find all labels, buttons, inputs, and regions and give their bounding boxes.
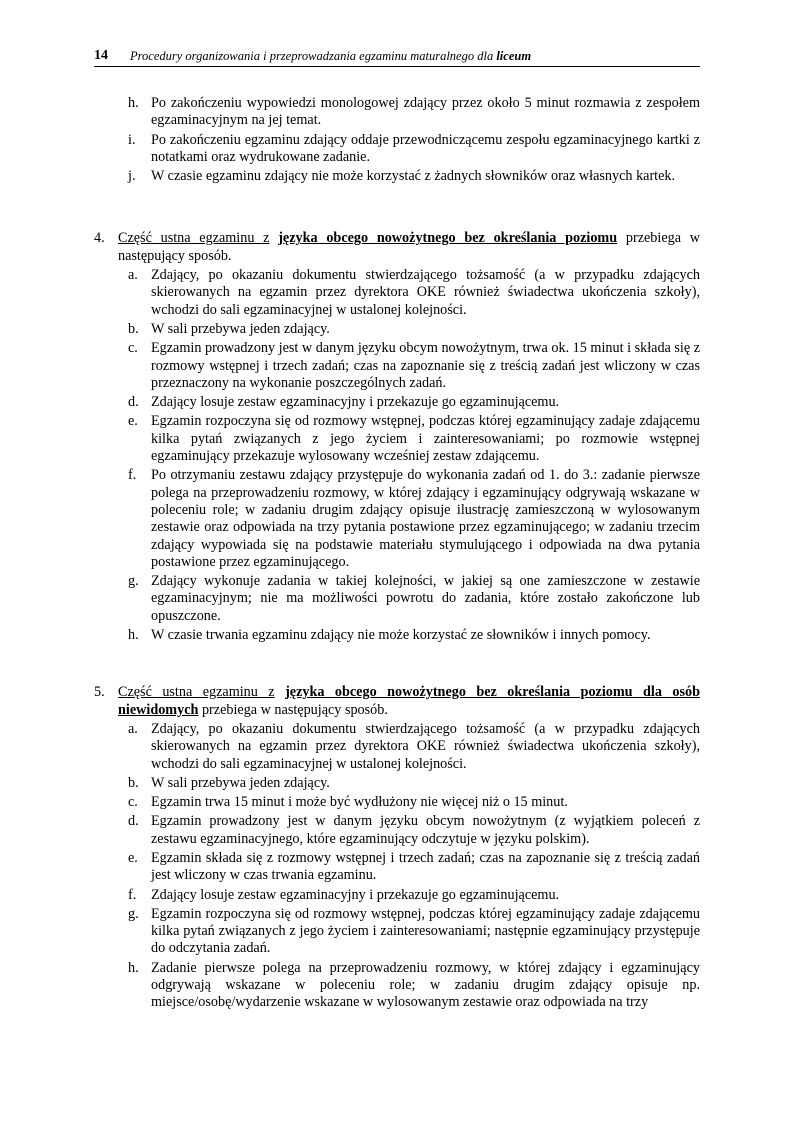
section-intro-bold: języka obcego nowożytnego bez określania poziomu xyxy=(278,230,618,247)
list-item-label: b. xyxy=(128,320,139,337)
section-intro-bold: języka obcego nowożytnego bez określania poziomu dla osób niewidomych xyxy=(118,684,700,718)
section-intro-underlined: Część ustna egzaminu z xyxy=(118,684,275,701)
list-item-text: Egzamin trwa 15 minut i może być wydłużony nie więcej niż o 15 minut. xyxy=(151,794,568,811)
list-item-label: b. xyxy=(128,774,139,791)
list-item-label: g. xyxy=(128,905,139,922)
list-item xyxy=(94,887,700,904)
list-item-label: j. xyxy=(128,168,136,185)
running-title-bold: liceum xyxy=(496,49,532,63)
section-4-intro xyxy=(94,230,700,265)
list-item xyxy=(94,267,700,319)
list-item-label: e. xyxy=(128,849,138,866)
list-item xyxy=(94,321,700,338)
list-item xyxy=(94,850,700,885)
list-item-label: d. xyxy=(128,394,139,411)
list-item xyxy=(94,394,700,411)
list-item-text: Egzamin rozpoczyna się od rozmowy wstępnej, podczas której egzaminujący zadaje zdającemu kilka pytań związanych z jego życiem i zainteresowaniami; po rozmowie wstępnej egzaminujący przekazuje wylosowany wcześniej zestaw zdającemu. xyxy=(151,413,700,465)
list-item-text: Egzamin prowadzony jest w danym języku obcym nowożytnym, trwa ok. 15 minut i składa się z rozmowy wstępnej i trzech zadań; czas na zapoznanie się z treścią zadań jest wliczony w czas przeznaczony na wykonanie poszczególnych zadań. xyxy=(151,340,700,391)
list-item xyxy=(94,340,700,392)
list-item-label: a. xyxy=(128,720,138,737)
section-intro-rest: przebiega w następujący sposób. xyxy=(118,230,700,264)
section-intro-rest: przebiega w następujący sposób. xyxy=(198,701,388,718)
list-item-text: Po zakończeniu wypowiedzi monologowej zdający przez około 5 minut rozmawia z zespołem egzaminacyjnym na jej temat. xyxy=(151,95,700,129)
list-item xyxy=(94,794,700,811)
list-item-label: c. xyxy=(128,794,138,811)
section-number: 5. xyxy=(94,684,105,701)
list-item-text: W sali przebywa jeden zdający. xyxy=(151,774,330,791)
list-item-label: g. xyxy=(128,573,139,590)
list-item-text: Egzamin rozpoczyna się od rozmowy wstępnej, podczas której egzaminujący zadaje zdającemu kilka pytań związanych z jego życiem i zainteresowaniami; następnie egzaminujący przystępuje do odczytania zadań. xyxy=(151,905,700,957)
list-item-text: W czasie egzaminu zdający nie może korzystać z żadnych słowników oraz własnych kartek. xyxy=(151,168,676,185)
list-item-label: c. xyxy=(128,340,138,357)
list-item xyxy=(94,775,700,792)
list-item-text: W czasie trwania egzaminu zdający nie może korzystać ze słowników i innych pomocy. xyxy=(151,627,651,644)
list-item-text: Zdający losuje zestaw egzaminacyjny i przekazuje go egzaminującemu. xyxy=(151,394,560,411)
list-item xyxy=(94,906,700,958)
list-item-text: Egzamin prowadzony jest w danym języku obcym nowożytnym (z wyjątkiem poleceń z zestawu egzaminacyjnego, które egzaminujący odczytuje w języku polskim). xyxy=(151,813,700,847)
list-item-label: a. xyxy=(128,267,138,284)
list-item-text: Zdający, po okazaniu dokumentu stwierdzającego tożsamość (a w przypadku zdających skierowanych na egzamin przez dyrektora OKE również świadectwa ukończenia szkoły), wchodzi do sali egzaminacyjnej w ustalonej kolejności. xyxy=(151,267,700,318)
list-item xyxy=(94,573,700,625)
list-item xyxy=(94,413,700,465)
list-item-text: W sali przebywa jeden zdający. xyxy=(151,320,330,337)
running-title xyxy=(130,49,531,64)
section-intro-underlined: Część ustna egzaminu z xyxy=(118,230,270,247)
list-item-label: h. xyxy=(128,95,139,111)
list-previous-section xyxy=(94,95,700,185)
list-item-text: Egzamin składa się z rozmowy wstępnej i trzech zadań; czas na zapoznanie się z treścią zadań jest wliczony w czas trwania egzaminu. xyxy=(151,849,700,884)
page-header xyxy=(94,48,700,67)
list-item-label: e. xyxy=(128,413,138,430)
list-item-text: Zdający losuje zestaw egzaminacyjny i przekazuje go egzaminującemu. xyxy=(151,886,560,903)
list-item xyxy=(94,168,700,185)
list-item xyxy=(94,813,700,848)
list-item-label: h. xyxy=(128,627,139,644)
section-5-list xyxy=(94,721,700,1012)
list-item xyxy=(94,95,700,130)
list-item xyxy=(94,132,700,167)
section-number: 4. xyxy=(94,230,105,247)
list-item-label: i. xyxy=(128,131,136,148)
list-item-text: Zadanie pierwsze polega na przeprowadzeniu rozmowy, w której zdający i egzaminujący odgrywają wskazane w poleceniu role; w zadaniu drugim zdający opisuje np. miejsce/osobę/wydarzenie wskazane w wylosowanym zestawie oraz odpowiada na trzy xyxy=(151,959,700,1011)
list-item xyxy=(94,721,700,773)
running-title-main: Procedury organizowania i przeprowadzania egzaminu maturalnego dla xyxy=(130,49,497,63)
list-item xyxy=(94,467,700,571)
section-5-intro xyxy=(94,684,700,719)
page-number: 14 xyxy=(94,48,108,63)
list-item-text: Po zakończeniu egzaminu zdający oddaje przewodniczącemu zespołu egzaminacyjnego kartki z notatkami oraz wydrukowane zadanie. xyxy=(151,131,700,165)
list-item-text: Zdający wykonuje zadania w takiej kolejności, w jakiej są one zamieszczone w zestawie egzaminacyjnym; nie ma możliwości powrotu do zadania, które zostało zakończone lub opuszczone. xyxy=(151,573,700,624)
section-4-list xyxy=(94,267,700,644)
document-body xyxy=(94,95,700,1014)
list-item-label: f. xyxy=(128,886,137,903)
list-item-label: d. xyxy=(128,813,139,830)
list-item-text: Po otrzymaniu zestawu zdający przystępuje do wykonania zadań od 1. do 3.: zadanie pierwsze polega na przeprowadzeniu rozmowy, w której zdający i egzaminujący odgrywają wskazane w poleceniu role; w zadaniu drugim zdający opisuje ilustrację zamieszczoną w wylosowanym zestawie oraz odpowiada na trzy pytania postawione przez egzaminującego; w zadaniu trzecim zdający wypowiada się na podstawie materiału stymulującego i odpowiada na dwa pytania postawione przez egzaminującego. xyxy=(151,467,700,570)
list-item xyxy=(94,960,700,1012)
list-item-label: f. xyxy=(128,467,137,484)
list-item-text: Zdający, po okazaniu dokumentu stwierdzającego tożsamość (a w przypadku zdających skierowanych na egzamin przez dyrektora OKE również świadectwa ukończenia szkoły), wchodzi do sali egzaminacyjnej w ustalonej kolejności. xyxy=(151,720,700,772)
list-item-label: h. xyxy=(128,959,139,976)
list-item xyxy=(94,627,700,644)
